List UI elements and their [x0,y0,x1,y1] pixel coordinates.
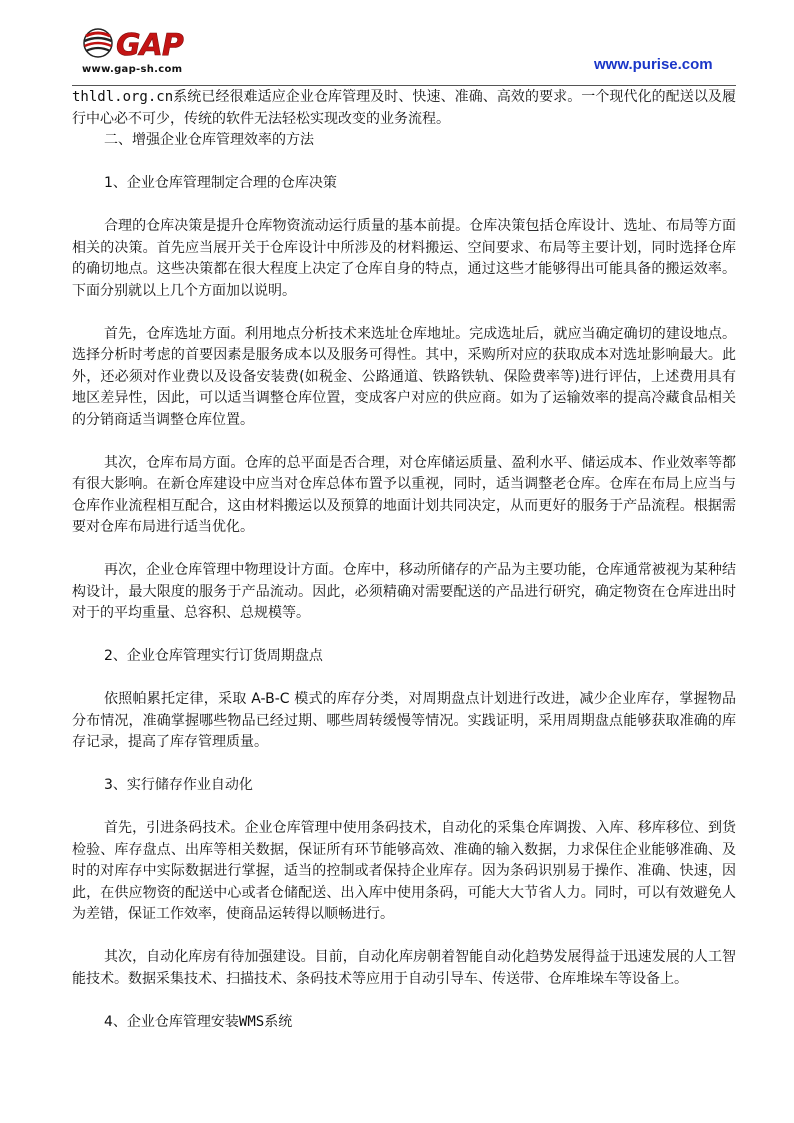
section-heading: 二、增强企业仓库管理效率的方法 [104,132,314,148]
paragraph-barcode: 首先，引进条码技术。企业仓库管理中使用条码技术，自动化的采集仓库调拨、入库、移库移位、到货检验、库存盘点、出库等相关数据，保证所有环节能够高效、准确的输入数据，力求保住企业能够准确、及时的对库存中实际数据进行掌握，适当的控制或者保持企业库存。因为条码识别易于操作、准确、快速，因此，在供应物资的配送中心或者仓储配送、出入库中使用条码，可能大大节省人力。同时，可以有效避免人为差错，保证工作效率，使商品运转得以顺畅进行。 [72,820,736,922]
logo-url: www.gap-sh.com [82,64,183,75]
subsection-heading-1: 1、企业仓库管理制定合理的仓库决策 [104,175,337,191]
subsection-heading-4: 4、企业仓库管理安装WMS系统 [104,1013,293,1030]
paragraph-physical-design: 再次，企业仓库管理中物理设计方面。仓库中，移动所储存的产品为主要功能，仓库通常被视为某种结构设计，最大限度的服务于产品流动。因此，必须精确对需要配送的产品进行研究，确定物资在仓库进出时对于的平均重量、总容积、总规模等。 [72,562,736,621]
header-divider [72,85,736,86]
paragraph-site-selection: 首先，仓库选址方面。利用地点分析技术来选址仓库地址。完成选址后，就应当确定确切的建设地点。选择分析时考虑的首要因素是服务成本以及服务可得性。其中，采购所对应的获取成本对选址影响最大。此外，还必须对作业费以及设备安装费(如税金、公路通道、铁路铁轨、保险费率等)进行评估，上述费用具有地区差异性，因此，可以适当调整仓库位置，变成客户对应的供应商。如为了运输效率的提高冷藏食品相关的分销商适当调整仓库位置。 [72,325,736,428]
paragraph-decision: 合理的仓库决策是提升仓库物资流动运行质量的基本前提。仓库决策包括仓库设计、选址、布局等方面相关的决策。首先应当展开关于仓库设计中所涉及的材料搬运、空间要求、布局等主要计划，同时选择仓库的确切地点。这些决策都在很大程度上决定了仓库自身的特点，通过这些才能够得出可能具备的搬运效率。下面分别就以上几个方面加以说明。 [72,218,736,299]
paragraph-continued [72,87,736,130]
subsection-heading-2: 2、企业仓库管理实行订货周期盘点 [104,648,323,664]
page-header [0,0,794,88]
paragraph-automation: 其次，自动化库房有待加强建设。目前，自动化库房朝着智能自动化趋势发展得益于迅速发展的人工智能技术。数据采集技术、扫描技术、条码技术等应用于自动引导车、传送带、仓库堆垛车等设备上。 [72,949,736,987]
logo-wordmark: GAP [116,28,183,63]
domain-text: thldl.org.cn [72,89,174,105]
globe-icon [84,29,112,57]
paragraph-layout: 其次，仓库布局方面。仓库的总平面是否合理，对仓库储运质量、盈利水平、储运成本、作业效率等都有很大影响。在新仓库建设中应当对仓库总体布置予以重视，同时，适当调整老仓库。仓库在布局上应当与仓库作业流程相互配合，这由材料搬运以及预算的地面计划共同决定，从而更好的服务于产品流程。根据需要对仓库布局进行适当优化。 [72,454,736,535]
paragraph-text: 系统已经很难适应企业仓库管理及时、快速、准确、高效的要求。一个现代化的配送以及履行中心必不可少，传统的软件无法轻松实现改变的业务流程。 [72,89,736,127]
site-url-link[interactable]: www.purise.com [594,56,713,73]
paragraph-cycle-count: 依照帕累托定律，采取 A-B-C 模式的库存分类，对周期盘点计划进行改进，减少企业库存，掌握物品分布情况，准确掌握哪些物品已经过期、哪些周转缓慢等情况。实践证明，采用周期盘点能够获取准确的库存记录，提高了库存管理质量。 [72,691,736,750]
document-body [72,87,736,1033]
subsection-heading-3: 3、实行储存作业自动化 [104,777,253,793]
